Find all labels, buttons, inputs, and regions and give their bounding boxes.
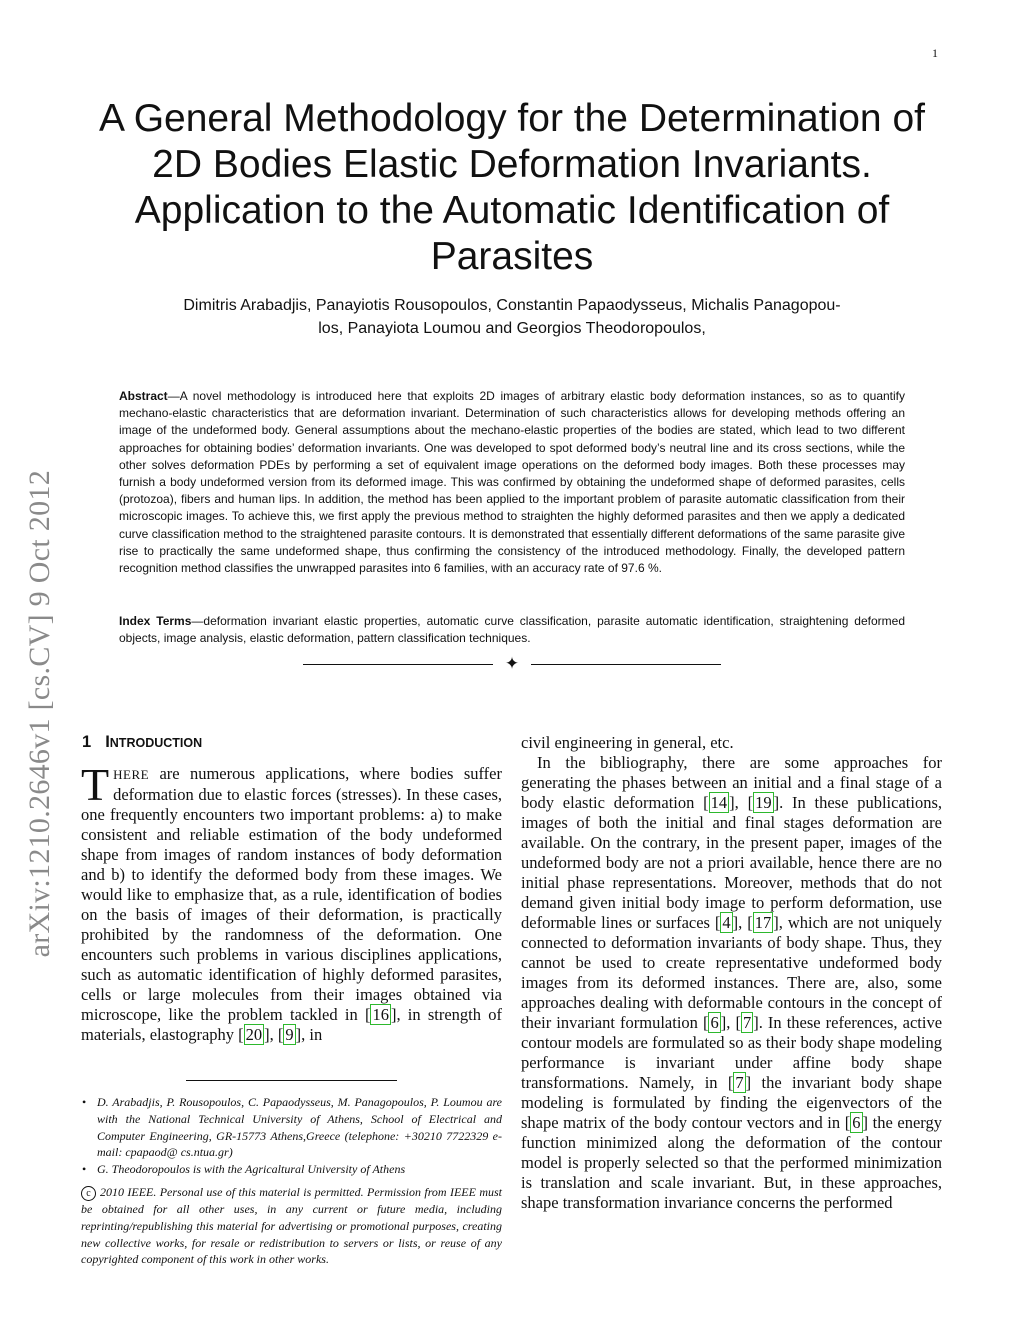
bullet-icon: • xyxy=(82,1162,87,1177)
body-text: In the bibliography, there are some approaches for generating the phases between an initial and a final stage of a body elastic deformation xyxy=(521,753,942,812)
abstract xyxy=(119,388,905,577)
body-text: , xyxy=(738,913,748,932)
index-terms-text: —deformation invariant elastic properties, automatic curve classification, parasite automatic identification, straightening deformed objects, image analysis, elastic deformation, pattern classification techniques. xyxy=(119,614,905,646)
body-text: are numerous applications, where bodies suffer deformation due to elastic forces (stresses). In these cases, one frequently encounters two important problems: a) to make consistent and reliable estimation of the body undeformed shape from images of random instances of body deformation and b) to identify the deformed body from these images. We would like to emphasize that, as a rule, identification of bodies on the basis of images of their deformation, is practically prohibited by the randomness of the deformation. One encounters such problems in various disciplines applications, such as automatic identification of highly deformed parasites, cells or large molecules from their images obtained via microscope, like the problem tackled in xyxy=(81,764,502,1024)
bullet-icon: • xyxy=(82,1095,87,1109)
abstract-paragraph xyxy=(119,388,905,577)
arxiv-stamp xyxy=(20,372,60,957)
section-title-rest: NTRODUCTION xyxy=(109,736,203,750)
citation-link[interactable]: 4 xyxy=(722,913,731,932)
footnote-text: G. Theodoropoulos is with the Agricaltural University of Athens xyxy=(97,1162,406,1177)
divider-diamond-icon: ✦ xyxy=(504,654,520,673)
index-terms xyxy=(119,613,905,647)
citation-link[interactable]: 6 xyxy=(710,1013,719,1032)
body-text: , in xyxy=(301,1025,323,1044)
body-text: , xyxy=(734,793,748,812)
paper-title xyxy=(70,96,954,280)
index-terms-paragraph xyxy=(119,613,905,647)
body-text: . In these references, active contour models are formulated so as their body shape modeling performance is invariant under affine body shape transformations. Namely, in xyxy=(521,1013,943,1092)
intro-paragraph-2: In the bibliography, there are some approaches for generating the phases between an initial and a final stage of a body elastic deformation [ 14 ], [ 19 ]. In these publications, images of both the initial and final stages deformation are available. On the contrary, in the present paper, images of the undeformed body are not a priori available, hence there are no initial phase representations. Moreover, methods that do not demand given initial body image to perform deformation, use deformable lines or surfaces [ 4 ], [ 17 ], which are not uniquely connected to deformation invariants of body shape. Thus, they cannot be used to create representative undeformed body images from its deformed instances. There are, also, some approaches dealing with deformable contours in the concept of their invariant formulation [ 6 ], [ 7 ]. In these references, active contour models are formulated so as their body shape modeling performance is invariant under affine body shape transformations. Namely, in [ 7 ] the invariant body shape modeling is formulated by finding the eigenvectors of the shape matrix of the body contour vectors and in [ 6 ] the energy function minimized along the deformation of the contour model is properly selected so that the performed minimization is translation and scale invariant. But, in these approaches, shape transformation invariance concerns the performed xyxy=(521,753,943,1212)
lead-in-smallcaps: HERE xyxy=(113,767,150,782)
divider-rule-left xyxy=(303,664,493,665)
footnote-rule xyxy=(186,1080,397,1081)
footnotes xyxy=(81,1094,502,1268)
citation-link[interactable]: 7 xyxy=(735,1073,744,1092)
author-line: los, Panayiota Loumou and Georgios Theodoropoulos, xyxy=(318,320,706,337)
author-line: Dimitris Arabadjis, Panayiotis Rousopoulos, Constantin Papaodysseus, Michalis Panagopou- xyxy=(183,297,841,314)
citation-link[interactable]: 7 xyxy=(742,1013,752,1032)
citation-link[interactable]: 14 xyxy=(710,793,728,812)
title-line: 2D Bodies Elastic Deformation Invariants. xyxy=(152,143,872,186)
abstract-label: Abstract xyxy=(119,389,168,403)
body-text: the invariant body shape modeling is formulated by finding the eigenvectors of the shape matrix of the body contour vectors and in xyxy=(521,1073,942,1132)
divider-rule-right xyxy=(531,664,721,665)
title-line: Parasites xyxy=(430,235,594,278)
intro-paragraph-1-continued: civil engineering in general, etc. xyxy=(521,733,734,752)
copyright-icon: c xyxy=(81,1186,96,1201)
body-text: . In these publications, images of both the initial and final stages deformation are available. On the contrary, in the present paper, images of the undeformed body are not a priori available, hence there are no initial phase representations. Moreover, methods that do not demand given initial body image to perform deformation, use deformable lines or surfaces xyxy=(521,793,942,932)
section-divider xyxy=(300,652,724,676)
footnote-list xyxy=(81,1094,502,1178)
footnote-text: D. Arabadjis, P. Rousopoulos, C. Papaodysseus, M. Panagopoulos, P. Loumou are with the National Technical University of Athens, School of Electrical and Computer Engineering, GR-15773 Athens,Greece (telephone: +30210 7722329 e-mail: cpapaod@ cs.ntua.gr) xyxy=(97,1095,502,1160)
title-line: Application to the Automatic Identification of xyxy=(134,189,890,232)
body-column-left xyxy=(81,759,502,1045)
abstract-text: —A novel methodology is introduced here that exploits 2D images of arbitrary elastic body deformation instances, so as to quantify mechano-elastic characteristics that are deformation invariant. Determination of such characteristics allows for developing methods offering an image of the undeformed body. General assumptions about the mechano-elastic properties of the bodies are stated, which lead to two different approaches for obtaining bodies’ deformation invariants. One was developed to spot deformed body’s neutral line and its cross sections, while the other solves deformation PDEs by performing a set of equivalent image operations on the deformed body images. Both these processes may furnish a body undeformed version from its deformed image. This was confirmed by obtaining the undeformed shape of deformed parasites, cells (protozoa), fibers and human lips. In addition, the method has been applied to the important problem of parasite automatic classification from their microscopic images. To achieve this, we first apply the previous method to straighten the highly deformed parasites and then we apply a dedicated curve classification method to the straightened parasite contours. It is demonstrated that essentially different deformations of the same parasite give rise to practically the same undeformed shape, thus confirming the consistency of the introduced methodology. Finally, the developed pattern recognition method classifies the unwrapped parasites into 6 families, with an accuracy rate of 97.6 %. xyxy=(119,389,905,576)
drop-cap: T xyxy=(81,759,110,810)
body-text: , in strength of materials, elastography xyxy=(81,1005,502,1044)
copyright-notice xyxy=(81,1184,502,1268)
citation-link[interactable]: 17 xyxy=(754,913,772,932)
arxiv-identifier[interactable]: arXiv:1210.2646v1 [cs.CV] 9 Oct 2012 xyxy=(23,469,56,957)
body-column-right xyxy=(521,733,942,1213)
index-terms-label: Index Terms xyxy=(119,614,192,628)
footnote-item xyxy=(81,1161,502,1178)
footnote-item xyxy=(81,1094,502,1161)
title-line: A General Methodology for the Determination of xyxy=(99,97,925,140)
body-text: , which are not uniquely connected to deformation invariants of body shape. Thus, they cannot be used to create representative undeformed body images from its deformed instances. There are, also, some approaches dealing with deformable contours in the concept of their invariant formulation xyxy=(521,913,943,1032)
citation-link[interactable]: 20 xyxy=(245,1025,263,1044)
citation-link[interactable]: 16 xyxy=(372,1005,389,1024)
paper-title-block xyxy=(70,96,954,280)
section-heading-introduction xyxy=(82,733,202,752)
section-title-initial: I xyxy=(105,733,110,751)
body-text: , xyxy=(269,1025,278,1044)
section-number: 1 xyxy=(82,733,92,751)
page-number: 1 xyxy=(932,46,938,60)
citation-link[interactable]: 6 xyxy=(852,1113,861,1132)
intro-paragraph-1: THERE are numerous applications, where bodies suffer deformation due to elastic forces (stresses). In these cases, one frequently encounters two important problems: a) to make consistent and reliable estimation of the body undeformed shape from images of random instances of body deformation and b) to identify the deformed body from these images. We would like to emphasize that, as a rule, identification of bodies on the basis of images of their deformation, is practically prohibited by the randomness of the deformation. One encounters such problems in various disciplines applications, such as automatic identification of highly deformed parasites, cells or large molecules from their images obtained via microscope, like the problem tackled in [ 16 ], in strength of materials, elastography [ 20 ], [ 9 ], in xyxy=(81,759,502,1044)
body-text: the energy function minimized along the deformation of the contour model is properly selected so that the performed minimization is translation and scale invariant. But, in these approaches, shape transformation invariance concerns the performed xyxy=(521,1113,942,1212)
body-text: , xyxy=(726,1013,736,1032)
copyright-text: 2010 IEEE. Personal use of this material is permitted. Permission from IEEE must be obtained for all other uses, in any current or future media, including reprinting/republishing this material for advertising or promotional purposes, creating new collective works, for resale or redistribution to servers or lists, or reuse of any copyrighted component of this work in other works. xyxy=(81,1184,502,1267)
author-list xyxy=(110,294,914,340)
citation-link[interactable]: 9 xyxy=(285,1025,294,1044)
citation-link[interactable]: 19 xyxy=(755,793,772,812)
